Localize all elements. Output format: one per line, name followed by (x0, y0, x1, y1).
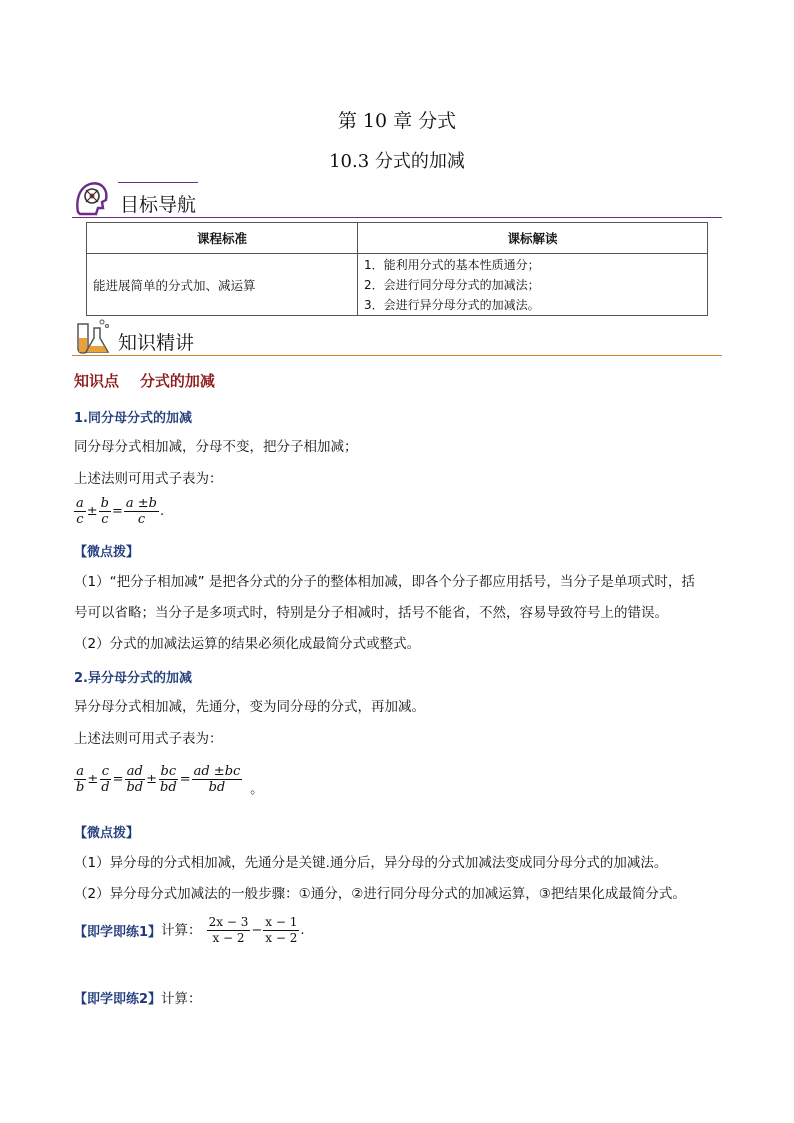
section-title: 10.3 分式的加减 (329, 151, 465, 172)
practice1: 【即学即练1】计算： $\frac{2x - 3}{x - 2}$ − $\frac{x - 1}{x - 2}$ . (74, 915, 305, 945)
part1-tip1b: 号可以省略；当分子是多项式时，特别是分子相减时，括号不能省，不然，容易导致符号上的错误。 (74, 605, 668, 621)
fraction: $\frac{x - 1}{x - 2}$ (265, 915, 298, 945)
flask-icon (72, 318, 112, 356)
practice1-text: 计算： (161, 922, 202, 939)
part1-formula: $\frac{a}{c}$ ± $\frac{b}{c}$ = $\frac{a \pm b}{c}$ . (76, 496, 165, 527)
fraction: $\frac{ad}{bd}$ (126, 764, 144, 795)
part1-rule: 同分母分式相加减，分母不变，把分子相加减； (74, 439, 358, 455)
practice2-text: 计算： (161, 991, 202, 1007)
part2-tip1: （1）异分母的分式相加减，先通分是关键.通分后，异分母的分式加减法变成同分母分式的加减法。 (74, 855, 668, 871)
head-gear-icon (72, 178, 112, 218)
fraction: $\frac{bc}{bd}$ (160, 764, 177, 795)
goals-top-rule (118, 182, 198, 183)
fraction: $\frac{a \pm b}{c}$ (125, 496, 158, 527)
goals-heading: 目标导航 (120, 194, 197, 216)
knowledge-point-title: 知识点 分式的加减 (74, 372, 215, 390)
fraction: $\frac{2x - 3}{x - 2}$ (208, 915, 249, 945)
part1-formula-intro: 上述法则可用式子表为： (74, 471, 223, 487)
standards-table (86, 222, 708, 316)
part2-tip2: （2）异分母分式加减法的一般步骤：①通分，②进行同分母分式的加减运算，③把结果化成最简分式。 (74, 886, 686, 902)
fraction: $\frac{ad \pm bc}{bd}$ (193, 764, 241, 795)
goals-rule (72, 217, 722, 218)
part2-formula: $\frac{a}{b}$ ± $\frac{c}{d}$ = $\frac{ad}{bd}$ ± $\frac{bc}{bd}$ = $\frac{ad \pm bc}{bd}$ $_。$ (76, 764, 264, 797)
practice2 (74, 988, 202, 1009)
interpretation-item: 3．会进行异分母分式的加减法。 (364, 297, 540, 312)
part1-heading: 1.同分母分式的加减 (74, 411, 192, 426)
interpretation-cell (358, 254, 708, 316)
table-header-standard: 课程标准 (87, 223, 358, 254)
practice1-label: 【即学即练1】 (74, 925, 162, 940)
standard-cell: 能进展简单的分式加、减运算 (87, 254, 358, 316)
part2-tip-label: 【微点拨】 (74, 826, 140, 841)
fraction: $\frac{c}{d}$ (101, 764, 110, 795)
part1-tip-label: 【微点拨】 (74, 545, 140, 560)
part2-formula-intro: 上述法则可用式子表为： (74, 731, 223, 747)
knowledge-rule (72, 355, 722, 356)
part2-rule: 异分母分式相加减，先通分，变为同分母的分式，再加减。 (74, 699, 425, 715)
interpretation-item: 2．会进行同分母分式的加减法； (364, 277, 540, 292)
chapter-title: 第 10 章 分式 (337, 110, 457, 132)
practice2-label: 【即学即练2】 (74, 992, 162, 1007)
fraction: $\frac{a}{b}$ (76, 764, 85, 795)
table-header-interpretation: 课标解读 (358, 223, 708, 254)
fraction: $\frac{b}{c}$ (100, 496, 109, 527)
knowledge-heading: 知识精讲 (118, 332, 195, 354)
part1-tip1a: （1）“把分子相加减” 是把各分式的分子的整体相加减，即各个分子都应用括号，当分子是单项式时，括 (74, 574, 695, 590)
interpretation-item: 1．能利用分式的基本性质通分； (364, 257, 540, 272)
part1-tip2: （2）分式的加减法运算的结果必须化成最简分式或整式。 (74, 636, 421, 652)
fraction: $\frac{a}{c}$ (76, 496, 84, 527)
part2-heading: 2.异分母分式的加减 (74, 671, 192, 686)
